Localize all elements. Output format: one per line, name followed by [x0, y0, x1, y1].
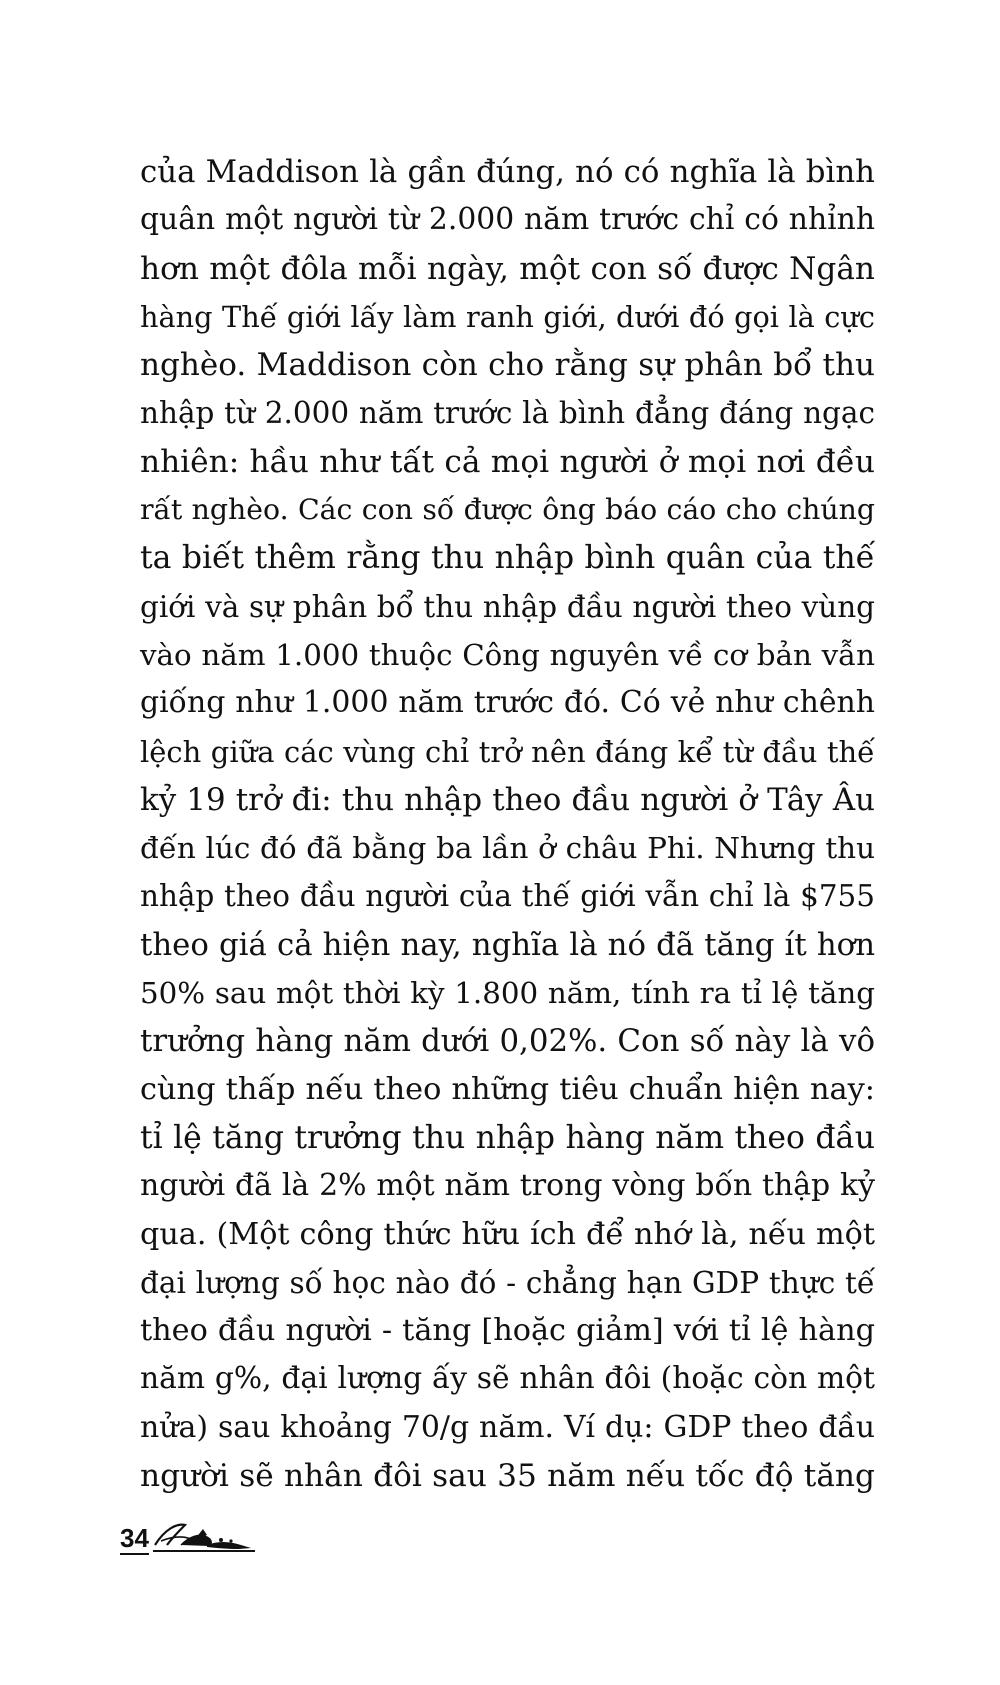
- text-line-12: giống như 1.000 năm trước đó. Có vẻ như chênh: [140, 685, 875, 721]
- text-line-15: đến lúc đó đã bằng ba lần ở châu Phi. Nhưng thu: [140, 831, 875, 866]
- text-line-27: nửa) sau khoảng 70/g năm. Ví dụ: GDP theo đầu: [140, 1409, 875, 1445]
- text-line-1: của Maddison là gần đúng, nó có nghĩa là bình: [140, 154, 875, 190]
- text-line-26: năm g%, đại lượng ấy sẽ nhân đôi (hoặc còn một: [140, 1361, 875, 1397]
- page-footer: [120, 1515, 261, 1555]
- text-line-23: qua. (Một công thức hữu ích để nhớ là, nếu một: [140, 1216, 875, 1252]
- text-line-4: hàng Thế giới lấy làm ranh giới, dưới đó gọi là cực: [140, 299, 875, 334]
- text-line-21: tỉ lệ tăng trưởng thu nhập hàng năm theo đầu: [140, 1119, 875, 1156]
- text-line-7: nhiên: hầu như tất cả mọi người ở mọi nơi đều: [140, 443, 875, 480]
- text-line-16: nhập theo đầu người của thế giới vẫn chỉ là $755: [140, 879, 875, 914]
- text-line-28: người sẽ nhân đôi sau 35 năm nếu tốc độ tăng: [140, 1458, 875, 1495]
- text-line-2: quân một người từ 2.000 năm trước chỉ có nhỉnh: [140, 202, 875, 238]
- text-line-9: ta biết thêm rằng thu nhập bình quân của thế: [140, 540, 875, 577]
- text-line-20: cùng thấp nếu theo những tiêu chuẩn hiện nay:: [140, 1071, 875, 1107]
- text-line-8: rất nghèo. Các con số được ông báo cáo cho chúng: [140, 493, 875, 527]
- text-line-6: nhập từ 2.000 năm trước là bình đẳng đáng ngạc: [140, 396, 875, 431]
- page-number: 34: [120, 1523, 149, 1553]
- text-line-24: đại lượng số học nào đó - chẳng hạn GDP thực tế: [140, 1265, 875, 1300]
- quill-ornament-icon: [151, 1515, 261, 1555]
- text-line-5: nghèo. Maddison còn cho rằng sự phân bổ thu: [140, 347, 875, 384]
- text-line-13: lệch giữa các vùng chỉ trở nên đáng kể từ đầu thế: [140, 734, 875, 769]
- body-text: [140, 148, 875, 1500]
- text-line-19: trưởng hàng năm dưới 0,02%. Con số này là vô: [140, 1023, 875, 1060]
- text-line-14: kỷ 19 trở đi: thu nhập theo đầu người ở Tây Âu: [140, 781, 875, 818]
- text-line-25: theo đầu người - tăng [hoặc giảm] với tỉ lệ hàng: [140, 1313, 875, 1349]
- text-line-11: vào năm 1.000 thuộc Công nguyên về cơ bản vẫn: [140, 637, 875, 672]
- text-line-10: giới và sự phân bổ thu nhập đầu người theo vùng: [140, 589, 875, 624]
- text-line-18: 50% sau một thời kỳ 1.800 năm, tính ra tỉ lệ tăng: [140, 976, 875, 1011]
- text-line-22: người đã là 2% một năm trong vòng bốn thập kỷ: [140, 1168, 875, 1204]
- text-line-3: hơn một đôla mỗi ngày, một con số được Ngân: [140, 250, 875, 287]
- text-line-17: theo giá cả hiện nay, nghĩa là nó đã tăng ít hơn: [140, 926, 875, 963]
